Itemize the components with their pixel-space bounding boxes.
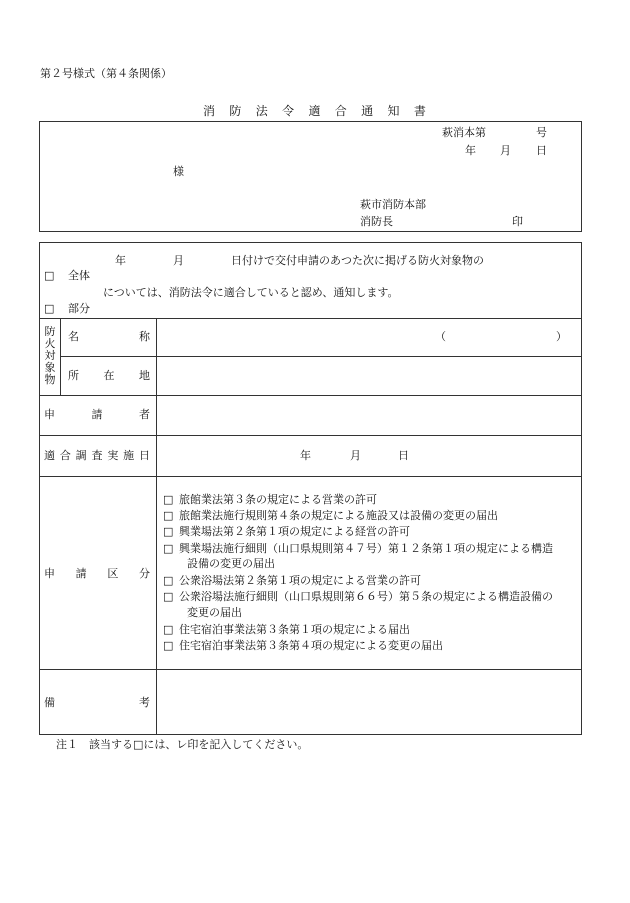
category-option-4[interactable]: □ 興業場法施行細則（山口県規則第４７号）第１２条第１項の規定による構造 — [163, 542, 553, 555]
header-date-year: 年 — [465, 144, 476, 157]
remarks-label: 備 考 — [44, 696, 150, 709]
location-label: 所 在 地 — [68, 369, 150, 382]
remarks-field[interactable] — [160, 674, 578, 731]
intro-month-label: 月 — [173, 254, 184, 267]
category-option-6-continuation: 変更の届出 — [187, 606, 242, 619]
rule-group-column — [60, 318, 61, 395]
intro-year-label: 年 — [115, 254, 126, 267]
footnote: 注１ 該当する□には、レ印を記入してください。 — [56, 738, 309, 751]
issuer-org: 萩市消防本部 — [360, 198, 426, 211]
option-part-checkbox[interactable]: □ — [44, 302, 55, 315]
rule-intro-bottom — [39, 318, 582, 319]
intro-line2: については、消防法令に適合していると認め、通知します。 — [103, 286, 399, 299]
rule-survey-bottom — [39, 476, 582, 477]
addressee-honorific: 様 — [173, 165, 184, 178]
category-option-4-continuation: 設備の変更の届出 — [187, 557, 275, 570]
rule-name-bottom — [60, 356, 582, 357]
main-table — [39, 242, 582, 735]
category-option-3[interactable]: □ 興業場法第２条第１項の規定による経営の許可 — [163, 525, 410, 538]
survey-day: 日 — [398, 449, 409, 462]
header-date-month: 月 — [500, 144, 511, 157]
survey-month: 月 — [350, 449, 361, 462]
header-date-day: 日 — [536, 144, 547, 157]
category-option-7[interactable]: □ 住宅宿泊事業法第３条第１項の規定による届出 — [163, 623, 410, 636]
category-option-8[interactable]: □ 住宅宿泊事業法第３条第４項の規定による変更の届出 — [163, 639, 443, 652]
page-title: 消 防 法 令 適 合 通 知 書 — [203, 104, 426, 118]
location-field[interactable] — [160, 360, 578, 392]
category-option-2[interactable]: □ 旅館業法施行規則第４条の規定による施設又は設備の変更の届出 — [163, 509, 498, 522]
category-option-1[interactable]: □ 旅館業法第３条の規定による営業の許可 — [163, 493, 377, 506]
seal-mark: 印 — [512, 215, 523, 228]
category-option-6[interactable]: □ 公衆浴場法施行細則（山口県規則第６６号）第５条の規定による構造設備の — [163, 590, 553, 603]
doc-number-prefix: 萩消本第 — [442, 126, 486, 139]
doc-number-suffix: 号 — [536, 126, 547, 139]
group-label-fire-object: 防 火 対 象 物 — [44, 325, 56, 386]
survey-date-label: 適 合 調 査 実 施 日 — [44, 449, 150, 462]
issuer-title: 消防長 — [360, 215, 393, 228]
applicant-field[interactable] — [160, 399, 578, 431]
header-box — [39, 121, 582, 232]
intro-line1: 日付けで交付申請のあつた次に掲げる防火対象物の — [231, 254, 484, 267]
rule-label-column — [156, 318, 157, 735]
name-label: 名 称 — [68, 330, 150, 343]
name-paren-open: （ — [435, 330, 446, 343]
option-part-label: 部分 — [68, 302, 90, 315]
rule-applicant-bottom — [39, 435, 582, 436]
category-option-5[interactable]: □ 公衆浴場法第２条第１項の規定による営業の許可 — [163, 574, 421, 587]
rule-location-bottom — [39, 395, 582, 396]
applicant-label: 申 請 者 — [44, 408, 150, 421]
name-field[interactable] — [160, 322, 430, 352]
name-paren-close: ） — [556, 330, 567, 343]
category-label: 申 請 区 分 — [44, 567, 150, 580]
rule-category-bottom — [39, 669, 582, 670]
option-all-checkbox[interactable]: □ — [44, 269, 55, 282]
option-all-label: 全体 — [68, 269, 90, 282]
form-number: 第２号様式（第４条関係） — [40, 67, 172, 80]
survey-year: 年 — [300, 449, 311, 462]
